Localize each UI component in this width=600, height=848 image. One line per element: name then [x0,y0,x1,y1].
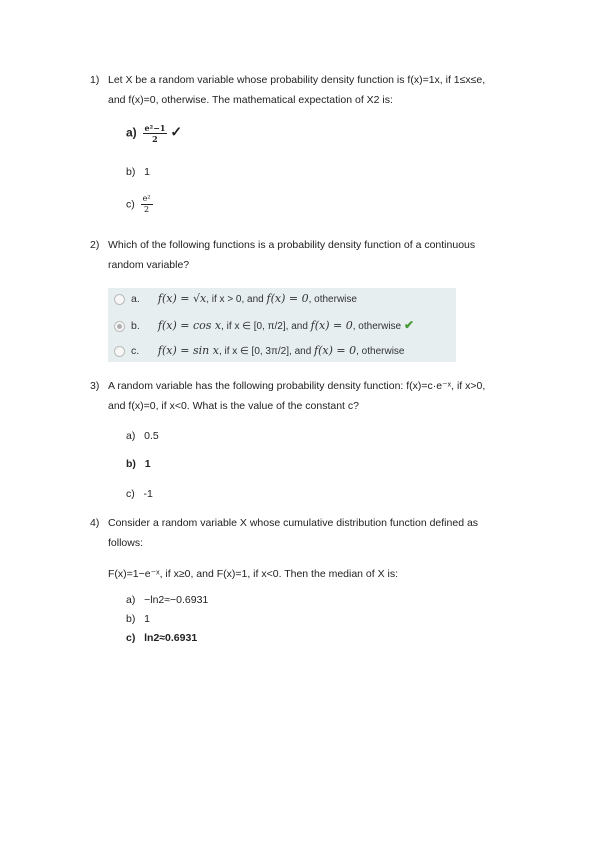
q1-option-b [126,166,150,178]
q2-option-a[interactable] [114,288,357,310]
question-text-line: follows: [108,537,144,549]
question-text-line: Which of the following functions is a probability density function of a continuous [108,239,476,251]
q4-option-a [126,594,208,606]
question-text-line: random variable? [108,259,190,271]
radio-button[interactable] [114,346,125,357]
q3-option-c [126,488,153,500]
radio-button[interactable] [114,294,125,305]
fraction [141,194,153,215]
denominator: 2 [144,205,150,214]
option-label: c) [126,488,135,500]
option-math: f(x) = 0 [266,292,309,305]
option-label: b) [126,166,136,178]
option-math: f(x) = 0 [314,344,357,357]
option-math: f(x) = sin x [157,344,219,357]
question-2 [90,235,530,275]
check-icon: ✓ [170,123,183,140]
q4-option-b [126,613,150,625]
denominator: 2 [152,134,158,144]
q3-option-b [126,458,151,470]
question-4-continued [90,564,530,584]
option-text: -1 [143,488,153,500]
option-text: 1 [144,458,151,470]
option-text: 0.5 [144,430,159,442]
option-text: 1 [144,166,150,178]
option-label: a) [126,430,136,442]
option-label: a. [131,293,140,305]
option-text: , if x ∈ [0, 3π/2], and [218,346,315,357]
option-math: f(x) = 0 [310,319,353,332]
q2-option-b[interactable] [114,314,414,336]
option-label: b) [126,458,136,470]
question-number: 4) [90,517,100,529]
question-1 [90,70,530,110]
question-number: 3) [90,380,100,392]
question-3 [90,376,530,416]
radio-button-selected[interactable] [114,321,125,332]
option-text: , otherwise [352,321,402,332]
question-text-line: Consider a random variable X whose cumulative distribution function defined as [108,517,479,529]
option-text: , otherwise [356,346,405,357]
option-label: a) [126,125,137,140]
q1-option-a [126,123,182,144]
option-text: 1 [144,613,150,625]
option-label: c. [131,345,140,357]
option-text: , if x > 0, and [206,294,267,305]
q3-option-a [126,430,159,442]
q2-answer-panel [108,288,456,362]
option-math: f(x) = √x [157,292,207,305]
option-math: f(x) = cos x [157,319,222,332]
question-text-line: F(x)=1−e⁻ˣ, if x≥0, and F(x)=1, if x<0. Then the median of X is: [108,568,399,580]
question-text-line: A random variable has the following probability density function: f(x)=c·e⁻ˣ, if x>0, [108,380,486,392]
option-text: −ln2≈−0.6931 [144,594,209,606]
question-text-line: Let X be a random variable whose probability density function is f(x)=1x, if 1≤x≤e, [108,74,486,86]
option-label: b) [126,613,136,625]
question-4 [90,513,530,553]
option-label: b. [131,320,140,332]
numerator: e² [142,194,151,203]
check-icon: ✔ [404,318,415,332]
option-label: c) [126,198,135,211]
question-text-line: and f(x)=0, if x<0. What is the value of the constant c? [108,400,359,412]
option-label: a) [126,594,136,606]
q1-option-c [126,194,153,215]
numerator: e²−1 [144,123,166,133]
question-text-line: and f(x)=0, otherwise. The mathematical expectation of X2 is: [108,94,393,106]
option-label: c) [126,632,136,644]
question-number: 2) [90,239,100,251]
option-text: , otherwise [308,294,357,305]
fraction [143,123,168,144]
q2-option-c[interactable] [114,340,404,362]
option-text: , if x ∈ [0, π/2], and [221,321,311,332]
option-text: ln2≈0.6931 [144,632,198,644]
question-number: 1) [90,74,100,86]
q4-option-c [126,632,197,644]
